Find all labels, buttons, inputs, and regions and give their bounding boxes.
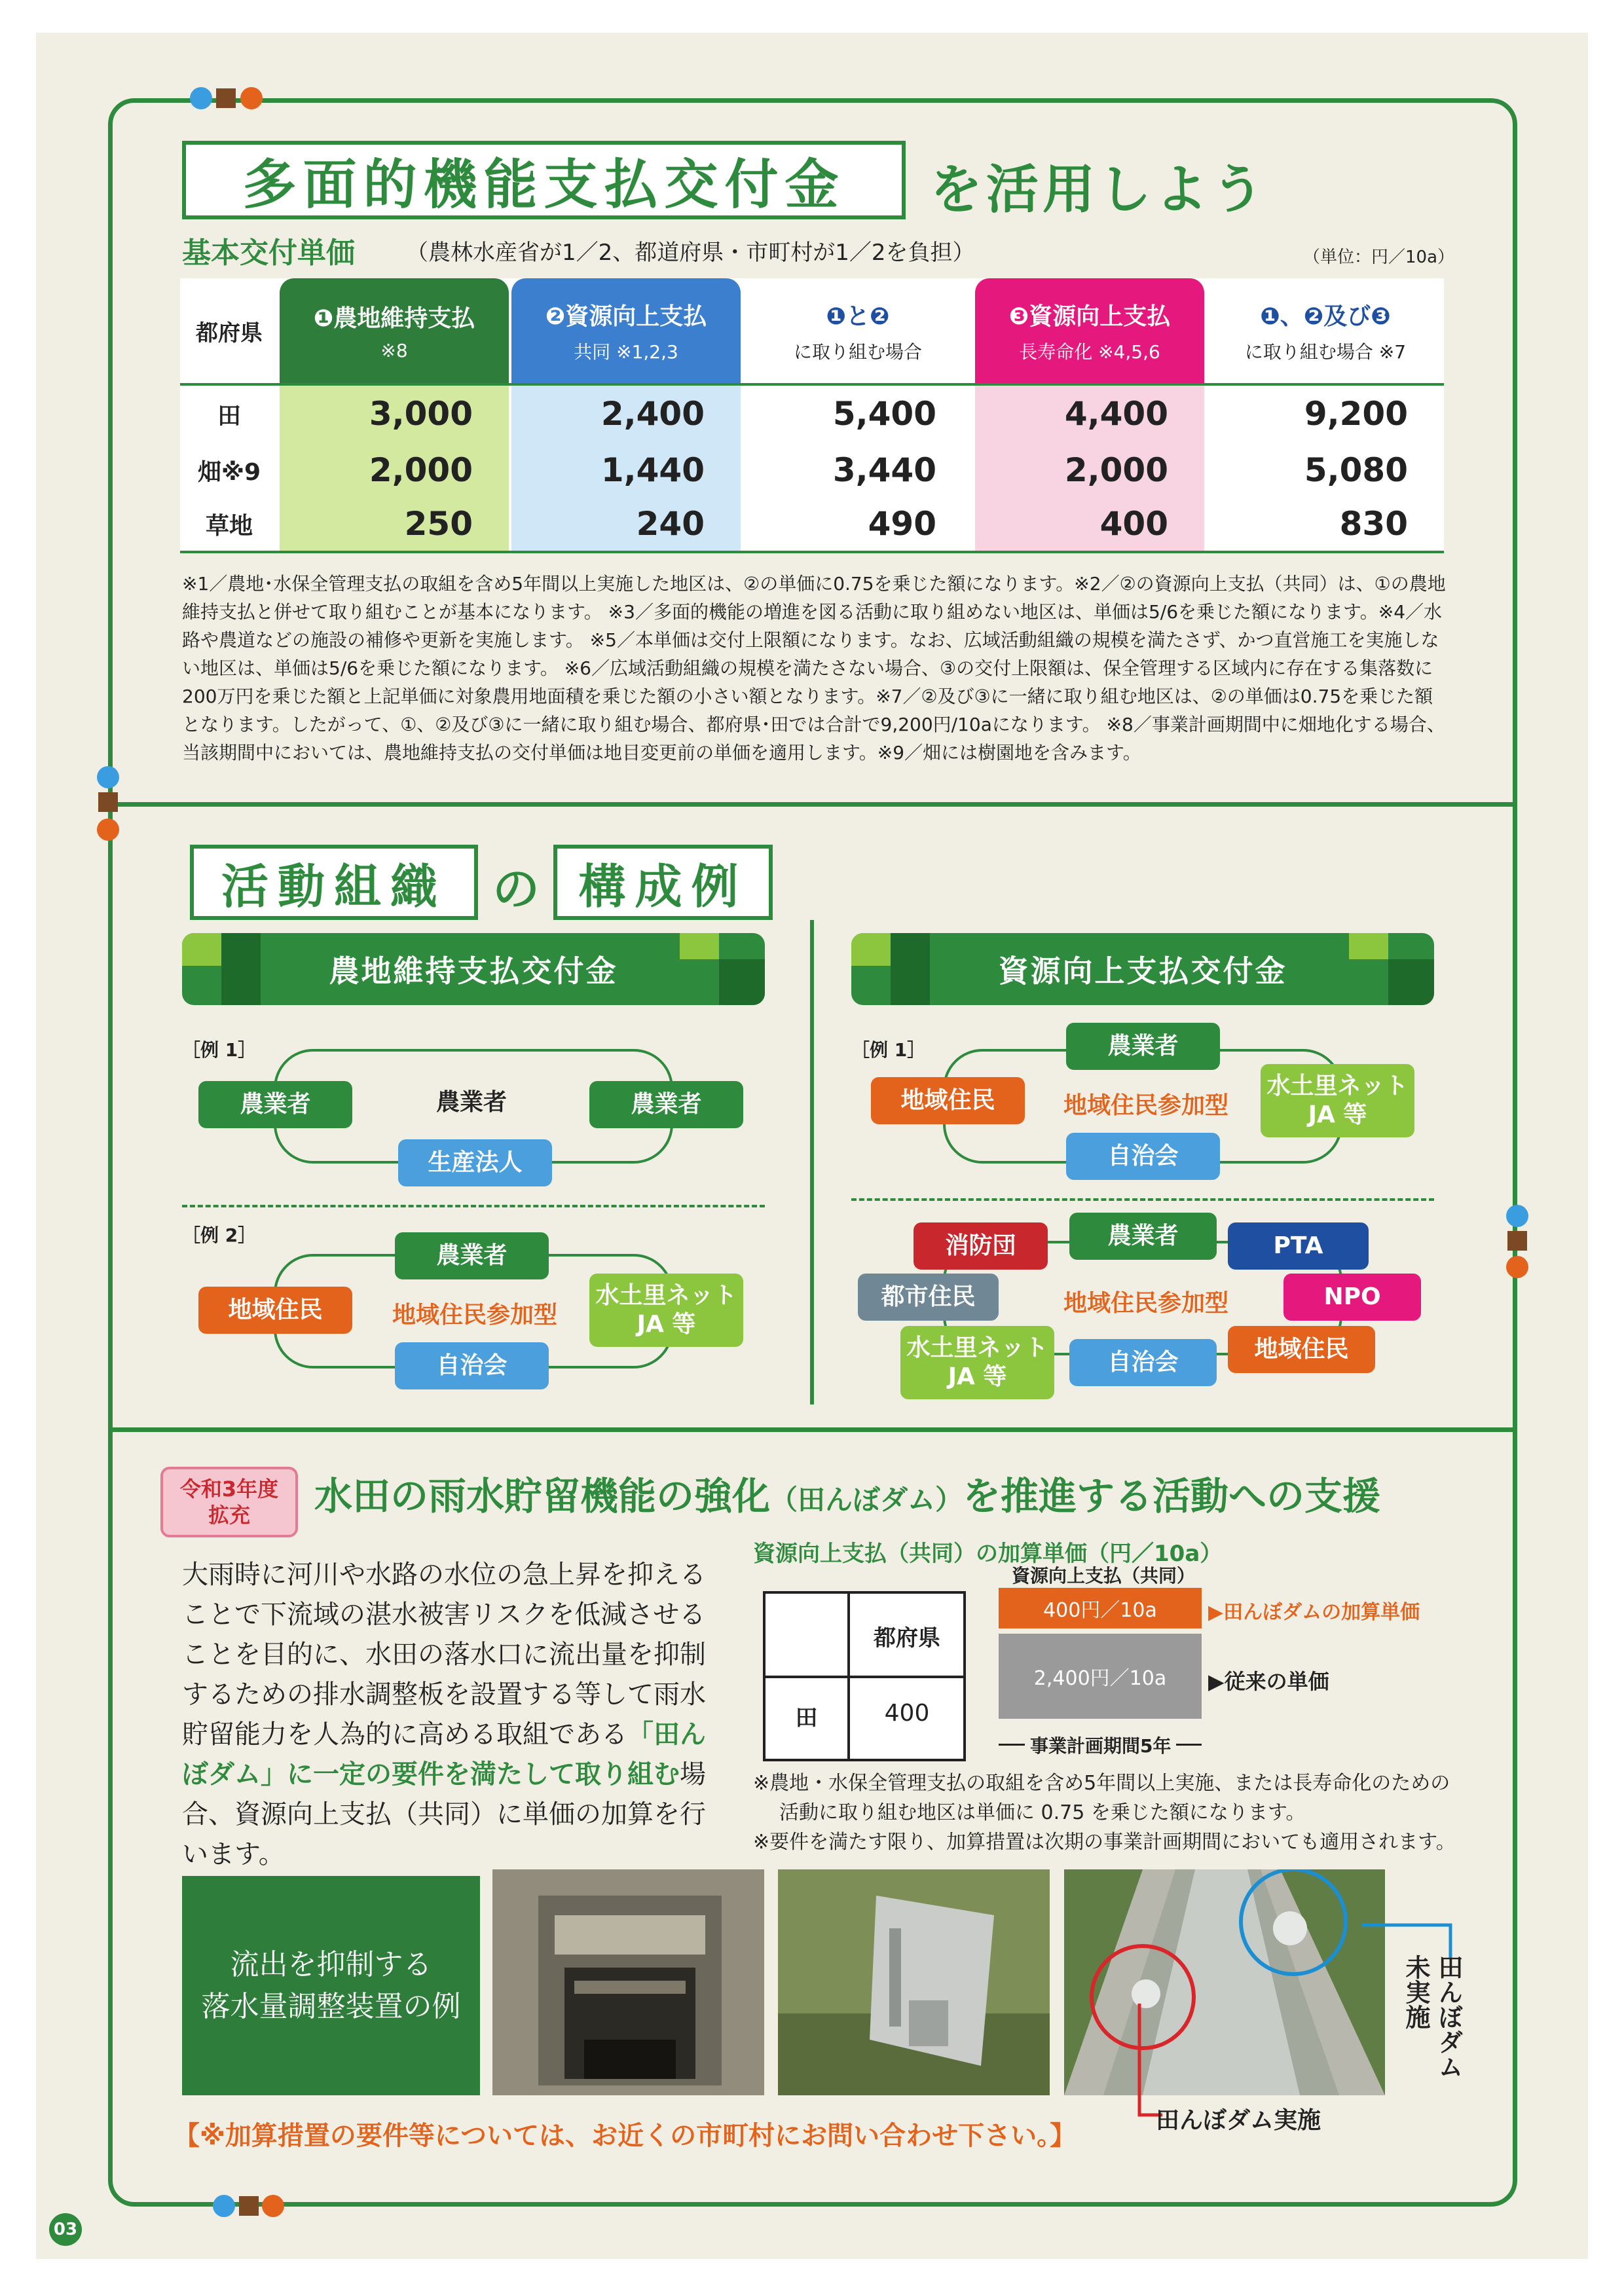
dot-decoration (213, 2195, 235, 2217)
left-ex2-label: ［例 2］ (182, 1224, 257, 1246)
note1: ※農地・水保全管理支払の取組を含め5年間以上実施、または長寿命化のための (753, 1772, 1450, 1795)
left-ex2-node-farmer: 農業者 (395, 1232, 549, 1279)
right-ex1-center: 地域住民参加型 (1063, 1092, 1228, 1119)
left-ex1-node-corp: 生産法人 (398, 1139, 552, 1186)
square-decoration (98, 792, 118, 812)
square-decoration (1507, 1231, 1527, 1251)
cell-ta-2: 2,400 (600, 395, 705, 433)
banner-right-text: 資源向上支払交付金 (998, 953, 1287, 989)
body-end: 場合、資源向上支払（共同）に単価の加算を行います。 (182, 1759, 706, 1869)
section2-title-mid: の (492, 862, 540, 917)
row-label-ta: 田 (217, 402, 241, 430)
section2-title-box-a (190, 845, 478, 920)
row-label-hata: 畑※9 (197, 458, 261, 486)
square-decoration (216, 88, 236, 108)
badge-line2: 拡充 (208, 1503, 250, 1528)
metal-plate-illustration (778, 1869, 1050, 2095)
photo-metal-plate (778, 1869, 1050, 2095)
left-ex2-node-jichikai: 自治会 (395, 1342, 549, 1389)
section3-body (182, 1555, 712, 1875)
banner-left (182, 933, 765, 1005)
section1-title: 多面的機能支払交付金 (242, 153, 845, 216)
header-col1-line1: ❶農地維持支払 (313, 305, 475, 332)
cell-souchi-5: 830 (1339, 505, 1408, 543)
bar-top: 400円／10a (999, 1588, 1202, 1628)
page-number: 03 (49, 2213, 82, 2246)
photo-label-not-2: 未実施 (1401, 1955, 1430, 2029)
section1-subtitle-note: （農林水産省が1／2、都道府県・市町村が1／2を負担） (406, 240, 975, 266)
cell-hata-1: 2,000 (369, 451, 473, 489)
photo-concrete-outlet (492, 1869, 764, 2095)
reiwa-badge (160, 1467, 298, 1537)
concrete-outlet-illustration (492, 1869, 764, 2095)
header-col1-line2: ※8 (380, 340, 408, 361)
banner-right (851, 933, 1434, 1005)
cell-souchi-4: 400 (1099, 505, 1168, 543)
cell-ta-3: 5,400 (832, 395, 936, 433)
cell-hata-3: 3,440 (832, 451, 936, 489)
section3-title-a: 水田の雨水貯留機能の強化 (314, 1474, 771, 1518)
header-col4-line2: 長寿命化 ※4,5,6 (1019, 340, 1160, 363)
left-ex2-node-midori: 水土里ネット JA 等 (589, 1274, 743, 1347)
cell-souchi-1: 250 (404, 505, 473, 543)
bar-top-label: ▶田んぼダムの加算単価 (1208, 1601, 1420, 1624)
header-col5 (1207, 278, 1444, 383)
header-col5-line1: ❶、❷及び❸ (1260, 303, 1391, 330)
right-ex2-node-jichikai: 自治会 (1069, 1339, 1217, 1386)
banner-left-text: 農地維持支払交付金 (329, 953, 618, 989)
header-col4 (975, 278, 1204, 383)
bar-period: 事業計画期間5年 (1025, 1732, 1176, 1758)
cell-souchi-2: 240 (636, 505, 705, 543)
right-ex2-node-urban: 都市住民 (858, 1274, 999, 1321)
cell-hata-2: 1,440 (600, 451, 705, 489)
cell-hata-5: 5,080 (1304, 451, 1408, 489)
bar-bottom: 2,400円／10a (999, 1634, 1202, 1719)
rate-title: 資源向上支払（共同）の加算単価（円／10a） (753, 1541, 1223, 1567)
cell-hata-4: 2,000 (1064, 451, 1168, 489)
right-ex1-node-midori: 水土里ネット JA 等 (1261, 1064, 1414, 1137)
dot-decoration (240, 87, 263, 109)
section2-title-a3: 織 (390, 858, 447, 914)
right-ex2-node-farmer: 農業者 (1069, 1213, 1217, 1260)
right-ex2-node-resident: 地域住民 (1228, 1326, 1375, 1373)
right-ex1-node-resident: 地域住民 (871, 1077, 1025, 1124)
section1-notes: ※1／農地･水保全管理支払の取組を含め5年間以上実施した地区は、②の単価に0.75を乗じた額になります。※2／②の資源向上支払（共同）は、①の農地維持支払と併せて取り組むことが基本になります。 ※3／多面的機能の増進を図る活動に取り組めない地区は、単価は5/6を乗じた額になります。※4／水路や農道などの施設の補修や更新を実施します。 ※5／本単価は交付上限額になります。なお、広域活動組織の規模を満たさず、かつ直営施工を実施しない地区は、単価は5/6を乗じた額になります。 ※6／広域活動組織の規模を満たさない場合、③の交付上限額は、保全管理する区域内に存在する集落数に200万円を乗じた額と上記単価に対象農用地面積を乗じた額の小さい額となります。※7／②及び③に一緒に取り組む地区は、②の単価は0.75を乗じた額となります。したがって、①、②及び③に一緒に取り組む場合、都府県･田では合計で9,200円/10aになります。 ※8／事業計画期間中に畑地化する場合、当該期間中においては、農地維持支払の交付単価は地目変更前の単価を適用します。※9／畑には樹園地を含みます。 (182, 573, 1446, 763)
section1-subtitle: 基本交付単価 (182, 236, 355, 270)
header-col5-line2: に取り組む場合 ※7 (1244, 340, 1407, 363)
rate-table-row-label: 田 (795, 1705, 818, 1731)
right-ex2-center: 地域住民参加型 (1063, 1290, 1228, 1317)
cell-ta-1: 3,000 (369, 395, 473, 433)
dot-decoration (262, 2195, 284, 2217)
header-col2-line1: ❷資源向上支払 (545, 303, 707, 330)
header-col2-line2: 共同 ※1,2,3 (574, 340, 678, 363)
table-corner: 都府県 (196, 320, 263, 346)
body-highlight: 「田んぼダム」に一定の要件を満たして取り組む (182, 1719, 706, 1790)
right-ex1-node-farmer: 農業者 (1066, 1023, 1220, 1070)
cell-souchi-3: 490 (868, 505, 936, 543)
section2-title-a1: 動 (277, 858, 334, 914)
note2: ※要件を満たす限り、加算措置は次期の事業計画期間においても適用されます。 (753, 1831, 1456, 1854)
left-ex2-center: 地域住民参加型 (392, 1302, 557, 1329)
photo-label-done: 田んぼダム実施 (1156, 2107, 1321, 2134)
cell-ta-5: 9,200 (1304, 395, 1408, 433)
section2-title-a2: 組 (334, 858, 391, 914)
badge-line1: 令和3年度 (179, 1477, 279, 1501)
right-ex1-node-jichikai: 自治会 (1066, 1133, 1220, 1180)
dot-decoration (97, 766, 119, 788)
right-ex2-node-midori: 水土里ネット JA 等 (900, 1326, 1054, 1399)
header-col2 (511, 278, 741, 383)
rate-table-header: 都府県 (874, 1625, 940, 1651)
dot-decoration (190, 87, 212, 109)
right-ex2-node-pta: PTA (1228, 1222, 1369, 1270)
dot-decoration (1506, 1205, 1528, 1227)
right-ex2-node-shobodan: 消防団 (913, 1222, 1048, 1270)
dot-decoration (1506, 1256, 1528, 1278)
left-ex1-node-farmer-a: 農業者 (198, 1081, 352, 1128)
section2-title-b2: 例 (691, 858, 748, 914)
left-ex1-center: 農業者 (435, 1089, 507, 1116)
unit-label: （単位：円／10a） (1303, 248, 1455, 267)
header-col3-line1: ❶と❷ (826, 303, 890, 330)
body-plain: 大雨時に河川や水路の水位の急上昇を抑えることで下流域の湛水被害リスクを低減させることを目的に、水田の落水口に流出量を抑制するための排水調整板を設置する等して雨水貯留能力を人為的に高める取組である (182, 1560, 706, 1750)
photo-label-not-1: 田んぼダム (1434, 1955, 1463, 2079)
section2-title-b0: 構 (578, 858, 635, 914)
section2-column-divider (810, 920, 814, 1405)
rate-table (763, 1591, 966, 1761)
section2-title-b1: 成 (635, 858, 692, 914)
bar-bottom-label: ▶従来の単価 (1208, 1669, 1329, 1694)
section1-title-box (182, 141, 906, 219)
right-ex1-label: ［例 1］ (851, 1039, 926, 1061)
left-ex2-node-resident: 地域住民 (198, 1287, 352, 1334)
section3-title (314, 1465, 1380, 1520)
dot-decoration (97, 818, 119, 841)
left-dash-separator (182, 1205, 765, 1207)
square-decoration (239, 2196, 259, 2216)
device-label-box (182, 1876, 480, 2095)
right-ex2-node-npo: NPO (1283, 1274, 1421, 1321)
header-col3 (743, 278, 972, 383)
divider-1 (108, 802, 1517, 807)
closing-note: 【※加算措置の要件等については、お近くの市町村にお問い合わせ下さい。】 (174, 2121, 1077, 2151)
left-ex1-node-farmer-b: 農業者 (589, 1081, 743, 1128)
divider-2 (108, 1427, 1517, 1432)
device-label-2: 落水量調整装置の例 (201, 1989, 461, 2023)
section2-title-a0: 活 (221, 858, 278, 914)
cell-ta-4: 4,400 (1064, 395, 1168, 433)
unit-price-table (180, 278, 1444, 553)
left-ex1-label: ［例 1］ (182, 1039, 257, 1061)
note1b: 活動に取り組む地区は単価に 0.75 を乗じた額になります。 (779, 1801, 1306, 1824)
rate-table-value: 400 (884, 1700, 930, 1727)
header-col3-line2: に取り組む場合 (793, 340, 922, 363)
section1-title-suffix: を活用しよう (930, 159, 1268, 220)
section2-title-box-b (553, 845, 773, 920)
header-col4-line1: ❸資源向上支払 (1008, 303, 1171, 330)
section3-title-c: を推進する活動への支援 (963, 1474, 1381, 1518)
rate-table-hrule (766, 1676, 963, 1678)
bar-title: 資源向上支払（共同） (1012, 1565, 1196, 1587)
row-label-souchi: 草地 (205, 512, 253, 540)
header-col1 (280, 278, 509, 383)
device-label-1: 流出を抑制する (230, 1947, 432, 1981)
right-dash-separator (851, 1198, 1434, 1201)
rate-table-vrule (847, 1594, 850, 1759)
section3-title-b: （田んぼダム） (770, 1484, 963, 1516)
